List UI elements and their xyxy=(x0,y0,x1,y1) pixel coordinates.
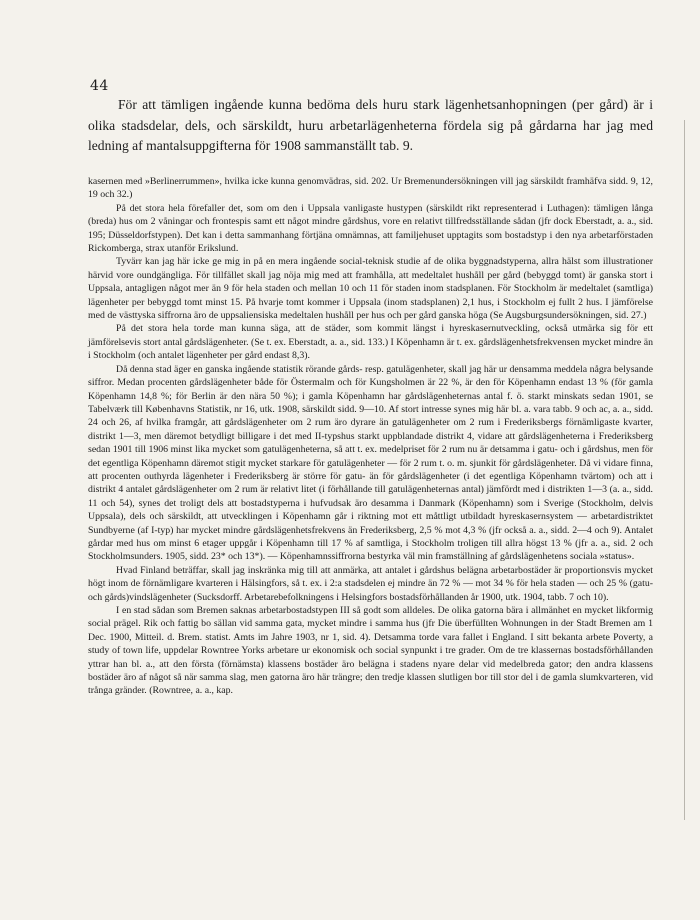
page-edge-rule xyxy=(684,120,685,820)
intro-paragraph xyxy=(88,95,653,157)
note-paragraph-3: Tyvärr kan jag här icke ge mig in på en mera ingående social-teknisk studie af de olika byggnadstyperna, allra hälst som illustrationer härvid vore oundgängliga. För tillfället skall jag nöja mig med att framhålla, att medeltalet hushåll per gård (bebyggd tomt) är ganska stort i Uppsala, antagligen något mer än 9 för hela staden och mellan 10 och 11 för staden inom stadsplanen. För Stockholm är medeltalet (samtliga) lägenheter per bebyggd tomt minst 15. På hvarje tomt kommer i Uppsala (inom stadsplanen) 2,1 hus, i Stockholm ej fullt 2 hus. I jämförelse med de västtyska siffrorna äro de uppsaliensiska medeltalen hushåll per hus och per gård ganska höga (Se Augsburgsundersökningen, sid. 27.) xyxy=(88,256,653,322)
note-paragraph-1: kasernen med »Berlinerrummen», hvilka icke kunna genomvädras, sid. 202. Ur Bremenundersökningen vill jag särskildt framhäfva sidd. 9, 12, 19 och 32.) xyxy=(88,176,653,201)
notes-block xyxy=(88,175,653,698)
note-paragraph-5: Då denna stad äger en ganska ingående statistik rörande gårds- resp. gatulägenheter, skall jag här ur densamma meddela några belysande siffror. Medan procenten gårdslägenheter både för Östermalm och för Kungsholmen är 22 %, är den för Köpenhamn endast 13 % (för gamla Köpenhamn 14,8 %; för Berlin är den nära 50 %); i gamla Köpenhamn har gårdslägenheternas antal f. ö. starkt minskats sedan 1901, se Tabelværk till Københavns Statistik, nr 16, utk. 1908, särskildt sidd. 9—10. Af stort intresse synes mig här bl. a. vara tabb. 9 och ac, a. a., sidd. 24 och 26, af hvilka framgår, att gårdslägenheter om 2 rum äro dyrare än gatulägenheter om 2 rum i Frederiksbergs förnämligaste kvarter, distrikt 1—3, men däremot betydligt billigare i det med II-typshus starkt uppblandade distrikt 4, vidare att gårdslägenheterna i Frederiksberg sedan 1901 till 1906 minst lika mycket som gatulägenheterna, så att t. ex. medelpriset för 2 rum nu är detsamma i gatu- och i gårdshus, men för det egentliga Köpenhamn däremot stigit mycket starkare för gatulägenheter — för 2 rum t. o. m. sjunkit för gårdslägenheter. Då vi vidare finna, att procenten outhyrda lägenheter i Frederiksberg är större för gatu- än för gårdslägenheter (i det egentliga Köpenhamn tvärtom) och att i distrikt 4 antalet gårdslägenheter om 2 rum är relativt litet (i förhållande till gatulägenheternas antal) jämfördt med i distrikten 1—3 (a. a., sidd. 11 och 54), synes det troligt dels att bostadstyperna i hufvudsak äro desamma i Danmark (Köpenhamn) som i Sverige (Stockholm, delvis Uppsala), dels och särskildt, att utvecklingen i Köpenhamn går i riktning mot ett måttligt utbildadt hyreskasernsystem — arbetardistriktet Sundbyerne (af I-typ) har mycket mindre gårdslägenhetsfrekvens än Frederiksberg, 2,5 % mot 4,3 % (jfr också a. a., sidd. 2—4 och 9). Antalet gårdar med hus om minst 6 etager uppgår i Köpenhamn till 17 % af samtliga, i Stockholm troligen till allra högst 13 % (jfr a. a., sid. 2 och Stockholmsunders. 1905, sidd. 23* och 13*). — Köpenhamnssiffrorna bestyrka väl min framställning af gårdslägenhetens sociala »status». xyxy=(88,363,653,563)
note-paragraph-2: På det stora hela förefaller det, som om den i Uppsala vanligaste hustypen (särskildt rikt representerad i Luthagen): tämligen långa (breda) hus om 2 våningar och frontespis samt ett något mindre gårdshus, vore en relativt tillfredsställande sådan (jfr dock Eberstadt, a. a., sid. 195; Düsseldorfstypen). Det kan i detta sammanhang förtjäna omnämnas, att familjehuset upptagits som bostadstyp i den nya arbetarförstaden Rickomberga, strax utanför Erikslund. xyxy=(88,202,653,255)
note-paragraph-6: Hvad Finland beträffar, skall jag inskränka mig till att anmärka, att antalet i gårdshus belägna arbetarbostäder är proportionsvis mycket högt inom de förnämligare kvarteren i Hälsingfors, så t. ex. i 2:a stadsdelen ej mindre än 72 % — mot 34 % för hela staden — och 25 % (gatu- och gårds)vindslägenheter (Sucksdorff. Arbetarebefolkningens i Helsingfors bostadsförhållanden år 1900, utk. 1904, tabb. 7 och 10). xyxy=(88,564,653,603)
page-number: 44 xyxy=(90,78,109,94)
intro-text: För att tämligen ingående kunna bedöma dels huru stark lägenhetsanhopningen (per gård) är i olika stadsdelar, dels, och särskildt, huru arbetarlägenheterna fördela sig på gårdarna har jag med ledning af mantalsuppgifterna för 1908 sammanställt tab. 9. xyxy=(88,97,653,153)
note-paragraph-7: I en stad sådan som Bremen saknas arbetarbostadstypen III så godt som alldeles. De olika gatorna bära i allmänhet en mycket likformig social prägel. Rik och fattig bo sällan vid samma gata, mycket mindre i samma hus (jfr Die überfüllten Wohnungen in der Stadt Bremen am 1 Dec. 1900, Mitteil. d. Brem. statist. Amts im Jahre 1903, nr 1, sid. 4). Detsamma torde vara fallet i England. I sitt bekanta arbete Poverty, a study of town life, uppdelar Rowntree Yorks arbetare ur ekonomisk och social synpunkt i tre grader. Om de tre klassernas bostadsförhållanden yttrar han bl. a., att den första (förnämsta) klassens bostäder äro belägna i stadens nyare delar vid medelbreda gator; den andra klassens bostäder äro af något så när samma slag, men gatorna äro här trängre; den tredje klassen slutligen bor till stor del i de gamla slumkvarteren, vid trånga gränder. (Rowntree, a. a., kap. xyxy=(88,605,653,697)
note-paragraph-4: På det stora hela torde man kunna säga, att de städer, som kommit längst i hyreskasernutveckling, också utmärka sig för ett jämförelsevis stort antal gårdslägenheter. (Se t. ex. Eberstadt, a. a., sid. 133.) I Köpenhamn är t. ex. gårdslägenhetsfrekvensen mycket mindre än i Stockholm (och antalet lägenheter per gård endast 8,3). xyxy=(88,323,653,362)
